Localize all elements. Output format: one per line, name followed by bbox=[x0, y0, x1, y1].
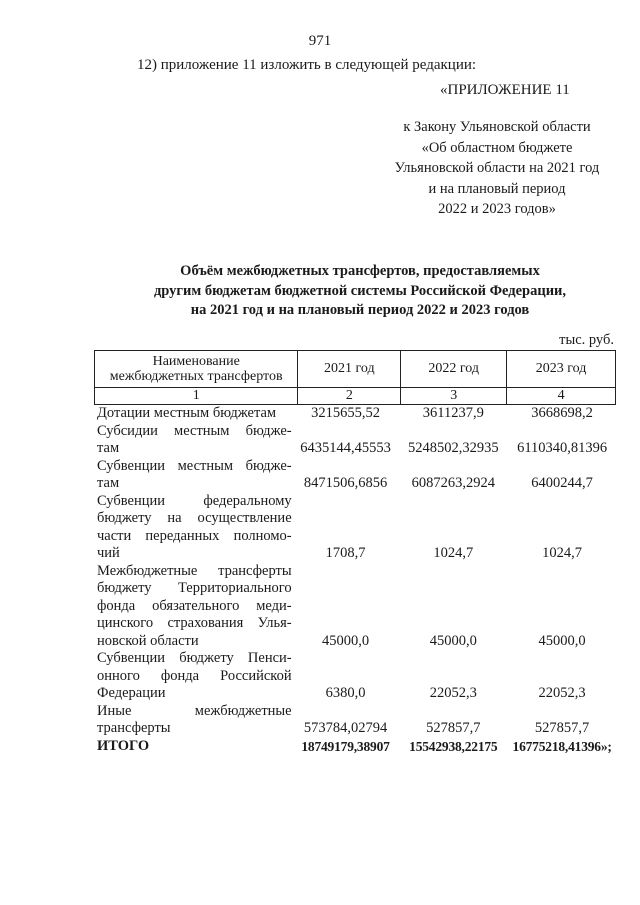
header-name-line: Наименование bbox=[152, 354, 240, 369]
row-name bbox=[97, 493, 292, 563]
value-2023: 527857,7 bbox=[534, 720, 590, 736]
page-number: 971 bbox=[308, 33, 332, 49]
law-reference-line: 2022 и 2023 годов» bbox=[438, 201, 556, 217]
row-name-line: Федерации bbox=[97, 685, 166, 701]
total-2023: 16775218,41396»; bbox=[512, 738, 612, 754]
header-name-cell bbox=[95, 351, 298, 388]
value-2021: 1708,7 bbox=[325, 545, 366, 561]
table-row bbox=[97, 458, 617, 493]
value-2022: 45000,0 bbox=[429, 632, 477, 649]
column-number: 3 bbox=[401, 388, 507, 405]
total-row bbox=[97, 738, 617, 756]
law-reference-line: «Об областном бюджете bbox=[421, 139, 573, 156]
title-line: на 2021 год и на плановый период 2022 и 2023 годов bbox=[190, 302, 530, 318]
value-2022: 527857,7 bbox=[426, 720, 481, 736]
value-2021: 3215655,52 bbox=[311, 405, 380, 421]
row-name-line: фонда обязательного меди- bbox=[97, 597, 292, 614]
table-body bbox=[97, 405, 617, 755]
table-row bbox=[97, 703, 617, 738]
value-2022: 3611237,9 bbox=[422, 405, 484, 421]
value-2023: 45000,0 bbox=[538, 632, 586, 649]
row-name-line: трансферты bbox=[97, 720, 171, 736]
row-name-line: части переданных полномо- bbox=[97, 527, 292, 544]
row-name bbox=[97, 405, 292, 423]
header-year-2021: 2021 год bbox=[298, 351, 401, 388]
row-name bbox=[97, 703, 292, 738]
row-name-line: Дотации местным бюджетам bbox=[97, 405, 277, 421]
value-2022: 6087263,2924 bbox=[411, 475, 495, 491]
table-row bbox=[97, 650, 617, 703]
value-2023: 22052,3 bbox=[538, 685, 586, 701]
row-name bbox=[97, 563, 292, 651]
column-number: 1 bbox=[95, 388, 298, 405]
row-name-line: там bbox=[97, 475, 120, 491]
value-2023: 6400244,7 bbox=[531, 475, 593, 491]
row-name-line: цинского страхования Улья- bbox=[97, 615, 292, 631]
row-name-line: Субвенции федеральному bbox=[97, 492, 292, 509]
value-2023: 3668698,2 bbox=[531, 405, 593, 421]
row-name-line: Иные межбюджетные bbox=[97, 702, 292, 719]
row-name-line: онного фонда Российской bbox=[97, 667, 292, 684]
row-name-line: Межбюджетные трансферты bbox=[97, 562, 292, 579]
row-name-line: бюджету Территориального bbox=[97, 580, 292, 596]
row-name bbox=[97, 458, 292, 493]
law-reference-line: Ульяновской области на 2021 год bbox=[394, 160, 600, 176]
row-name-line: Субвенции бюджету Пенси- bbox=[97, 650, 292, 666]
row-name-line: Субвенции местным бюдже- bbox=[97, 457, 292, 474]
value-2023: 1024,7 bbox=[542, 545, 583, 561]
value-2021: 45000,0 bbox=[321, 632, 370, 649]
title-line: другим бюджетам бюджетной системы Российской Федерации, bbox=[153, 282, 567, 299]
row-name-line: чий bbox=[97, 545, 120, 561]
total-label bbox=[97, 738, 292, 756]
table-row bbox=[97, 423, 617, 458]
value-2022: 1024,7 bbox=[433, 545, 474, 561]
value-2021: 573784,02794 bbox=[303, 720, 388, 736]
table-row bbox=[97, 563, 617, 651]
table-row bbox=[97, 405, 617, 423]
law-reference-line: к Закону Ульяновской области bbox=[403, 119, 591, 135]
table-header bbox=[94, 350, 616, 405]
header-year-2022: 2022 год bbox=[401, 351, 507, 388]
value-2021: 6435144,45553 bbox=[300, 440, 391, 456]
total-2022: 15542938,22175 bbox=[409, 738, 498, 754]
value-2022: 22052,3 bbox=[429, 685, 477, 701]
law-reference bbox=[380, 117, 614, 220]
header-name-line: межбюджетных трансфертов bbox=[109, 369, 283, 384]
title-line: Объём межбюджетных трансфертов, предоставляемых bbox=[180, 263, 540, 279]
row-name-line: новской области bbox=[97, 632, 199, 649]
row-name bbox=[97, 650, 292, 703]
row-name-line: Субсидии местным бюдже- bbox=[97, 422, 292, 439]
header-year-2023: 2023 год bbox=[507, 351, 616, 388]
value-2022: 5248502,32935 bbox=[408, 440, 499, 456]
total-2021: 18749179,38907 bbox=[301, 738, 390, 754]
appendix-label: «ПРИЛОЖЕНИЕ 11 bbox=[440, 82, 570, 98]
row-name bbox=[97, 423, 292, 458]
law-reference-line: и на плановый период bbox=[428, 180, 566, 197]
column-number: 2 bbox=[298, 388, 401, 405]
table-row bbox=[97, 493, 617, 563]
intro-text: 12) приложение 11 изложить в следующей редакции: bbox=[137, 57, 477, 73]
total-label-text: ИТОГО bbox=[97, 737, 150, 754]
units-label: тыс. руб. bbox=[559, 332, 614, 348]
row-name-line: бюджету на осуществление bbox=[97, 510, 292, 526]
value-2021: 8471506,6856 bbox=[303, 475, 388, 491]
row-name-line: там bbox=[97, 440, 120, 456]
document-title bbox=[80, 262, 640, 321]
value-2021: 6380,0 bbox=[325, 685, 366, 701]
column-number: 4 bbox=[507, 388, 616, 405]
value-2023: 6110340,81396 bbox=[517, 440, 608, 456]
